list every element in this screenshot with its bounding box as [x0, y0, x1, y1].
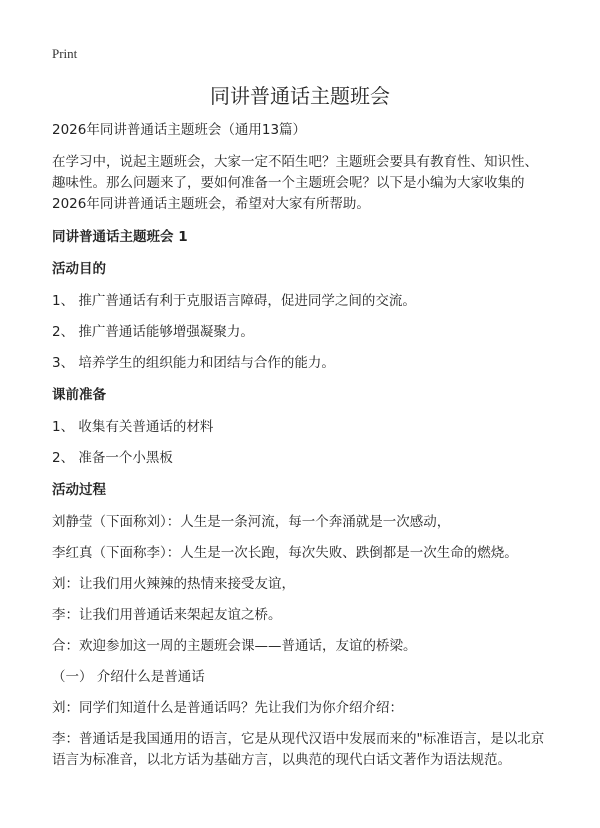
goals-heading: 活动目的	[52, 261, 106, 277]
process-heading: 活动过程	[52, 482, 106, 498]
print-link[interactable]: Print	[52, 46, 78, 61]
article-intro: 在学习中，说起主题班会，大家一定不陌生吧？主题班会要具有教育性、知识性、趣味性。那么问题来了，要如何准备一个主题班会呢？以下是小编为大家收集的2026年同讲普通话主题班会，希望对大家有所帮助。	[52, 154, 538, 212]
dialogue-line: 刘静莹（下面称刘）：人生是一条河流，每一个奔涌就是一次感动，	[52, 514, 451, 530]
dialogue-line: 李红真（下面称李）：人生是一次长跑，每次失败、跌倒都是一次生命的燃烧。	[52, 545, 518, 561]
dialogue-line: 李：让我们用普通话来架起友谊之桥。	[52, 607, 282, 623]
prep-item: 2、 准备一个小黑板	[52, 450, 173, 466]
article-subtitle: 2026年同讲普通话主题班会（通用13篇）	[52, 122, 307, 138]
dialogue-line: 合：欢迎参加这一周的主题班会课——普通话，友谊的桥梁。	[52, 638, 417, 654]
subsection-heading: （一） 介绍什么是普通话	[52, 669, 205, 685]
dialogue-line: 李：普通话是我国通用的语言，它是从现代汉语中发展而来的"标准语言，是以北京语言为标准音，以北方话为基础方言，以典范的现代白话文著作为语法规范。	[52, 731, 545, 768]
goal-item: 3、 培养学生的组织能力和团结与合作的能力。	[52, 355, 335, 371]
section-heading: 同讲普通话主题班会 1	[52, 229, 188, 245]
article-body	[52, 120, 550, 771]
goal-item: 2、 推广普通话能够增强凝聚力。	[52, 324, 254, 340]
prep-item: 1、 收集有关普通话的材料	[52, 419, 214, 435]
prep-heading: 课前准备	[52, 387, 106, 403]
dialogue-line: 刘：同学们知道什么是普通话吗？先让我们为你介绍介绍：	[52, 700, 403, 716]
dialogue-line: 刘：让我们用火辣辣的热情来接受友谊，	[52, 576, 295, 592]
page-title: 同讲普通话主题班会	[210, 84, 390, 108]
goal-item: 1、 推广普通话有利于克服语言障碍，促进同学之间的交流。	[52, 293, 416, 309]
